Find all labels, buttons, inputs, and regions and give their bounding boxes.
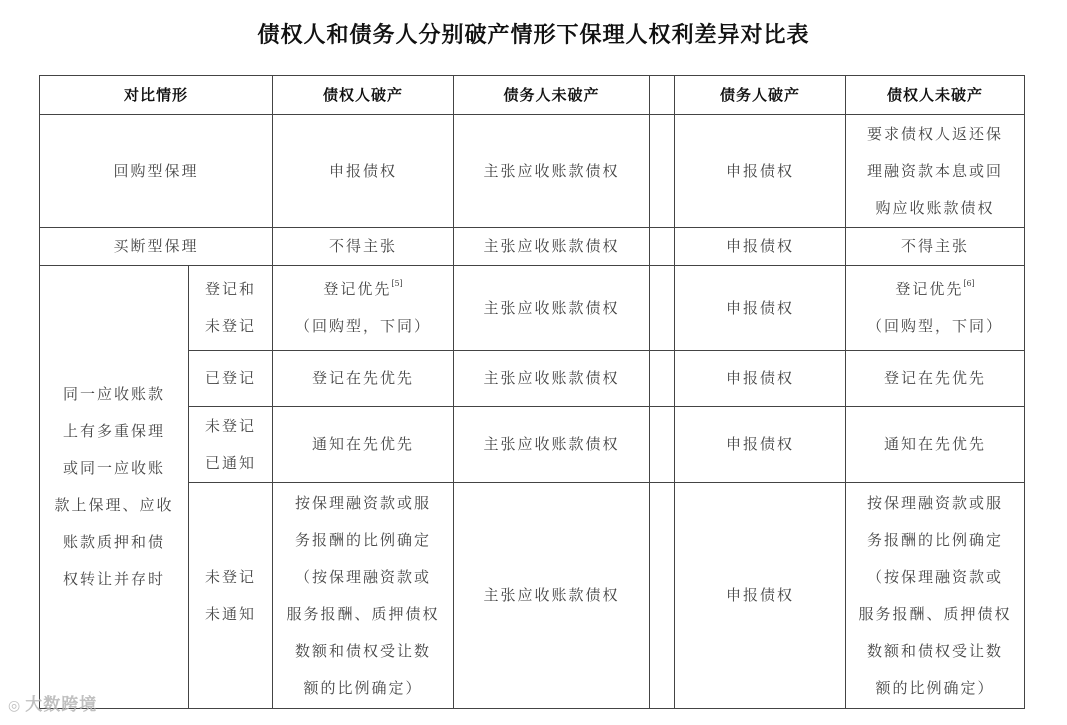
cell-line: 款上保理、应收: [54, 496, 174, 514]
spacer-cell: [650, 228, 675, 266]
watermark-logo-icon: ◎: [8, 698, 22, 714]
table-cell: [273, 266, 454, 351]
table-cell: 申报债权: [675, 228, 846, 266]
cell-line: 未登记: [204, 416, 256, 435]
cell-line: 未登记: [204, 567, 256, 586]
spacer-cell: [650, 407, 675, 483]
table-cell: [273, 483, 454, 709]
table-cell: 不得主张: [273, 228, 454, 266]
cell-line: （按保理融资款或: [866, 567, 1003, 586]
cell-line: 账款质押和债: [62, 533, 165, 551]
table-cell: 主张应收账款债权: [454, 483, 650, 709]
cell-line: 额的比例确定）: [303, 678, 423, 697]
row-label-multi: [40, 266, 189, 709]
table-cell: 主张应收账款债权: [454, 407, 650, 483]
cell-line: 同一应收账款: [62, 385, 165, 403]
table-cell: 申报债权: [273, 115, 454, 228]
table-row-registered-and-unregistered: [40, 266, 1025, 351]
header-cell-debtor-not-bankrupt: 债务人未破产: [454, 76, 650, 115]
cell-line: 服务报酬、质押债权: [858, 604, 1012, 623]
header-cell-creditor-not-bankrupt: 债权人未破产: [846, 76, 1025, 115]
cell-line: （回购型，下同）: [294, 317, 431, 335]
header-cell-creditor-bankrupt: 债权人破产: [273, 76, 454, 115]
table-cell: 主张应收账款债权: [454, 351, 650, 407]
table-row-repurchase: [40, 115, 1025, 228]
cell-line: 购应收账款债权: [875, 198, 995, 217]
table-cell: [846, 266, 1025, 351]
table-cell: 主张应收账款债权: [454, 228, 650, 266]
cell-line: 要求债权人返还保: [866, 124, 1003, 143]
cell-line: 未通知: [204, 604, 256, 623]
spacer-cell: [650, 115, 675, 228]
spacer-cell: [650, 483, 675, 709]
cell-line: （按保理融资款或: [294, 567, 431, 586]
cell-line: （回购型，下同）: [866, 317, 1003, 335]
cell-line: [277, 271, 449, 308]
cell-line: [850, 271, 1020, 308]
header-row: [40, 76, 1025, 115]
comparison-table: [39, 75, 1025, 709]
cell-line: 按保理融资款或服: [866, 493, 1003, 512]
table-cell: 登记在先优先: [846, 351, 1025, 407]
cell-text: 登记优先: [895, 280, 964, 298]
row-label: 回购型保理: [40, 115, 273, 228]
table-cell: 申报债权: [675, 483, 846, 709]
cell-line: 务报酬的比例确定: [294, 530, 431, 549]
cell-line: 数额和债权受让数: [866, 641, 1003, 660]
table-cell: 通知在先优先: [273, 407, 454, 483]
table-cell: 申报债权: [675, 351, 846, 407]
spacer-cell: [650, 266, 675, 351]
table-cell: 主张应收账款债权: [454, 266, 650, 351]
table-cell: [846, 115, 1025, 228]
watermark: [8, 690, 97, 715]
row-label: 买断型保理: [40, 228, 273, 266]
cell-line: 或同一应收账: [62, 459, 165, 477]
cell-text: 登记优先: [323, 280, 392, 298]
cell-line: 务报酬的比例确定: [866, 530, 1003, 549]
sub-label: 已登记: [189, 351, 273, 407]
sub-label: [189, 483, 273, 709]
sub-label: [189, 407, 273, 483]
spacer-cell: [650, 351, 675, 407]
cell-line: 已通知: [204, 453, 256, 472]
footnote-marker: [5]: [391, 279, 403, 288]
cell-line: 数额和债权受让数: [294, 641, 431, 660]
header-cell-spacer: [650, 76, 675, 115]
watermark-text: 大数跨境: [25, 695, 98, 715]
header-cell-comparison: 对比情形: [40, 76, 273, 115]
cell-line: 权转让并存时: [62, 570, 165, 588]
page-title: 债权人和债务人分别破产情形下保理人权利差异对比表: [257, 22, 810, 48]
header-cell-debtor-bankrupt: 债务人破产: [675, 76, 846, 115]
cell-line: 未登记: [204, 317, 256, 335]
cell-line: 按保理融资款或服: [294, 493, 431, 512]
table-cell: 主张应收账款债权: [454, 115, 650, 228]
table-cell: 登记在先优先: [273, 351, 454, 407]
table-cell: 申报债权: [675, 407, 846, 483]
table-cell: 申报债权: [675, 266, 846, 351]
cell-line: 理融资款本息或回: [866, 161, 1003, 180]
footnote-marker: [6]: [963, 279, 975, 288]
cell-line: 上有多重保理: [62, 422, 165, 440]
cell-line: 登记和: [204, 280, 256, 298]
table-cell: [846, 483, 1025, 709]
table-row-buyout: [40, 228, 1025, 266]
table-cell: 不得主张: [846, 228, 1025, 266]
sub-label: [189, 266, 273, 351]
cell-line: 服务报酬、质押债权: [286, 604, 440, 623]
table-cell: 申报债权: [675, 115, 846, 228]
cell-line: 额的比例确定）: [875, 678, 995, 697]
table-cell: 通知在先优先: [846, 407, 1025, 483]
